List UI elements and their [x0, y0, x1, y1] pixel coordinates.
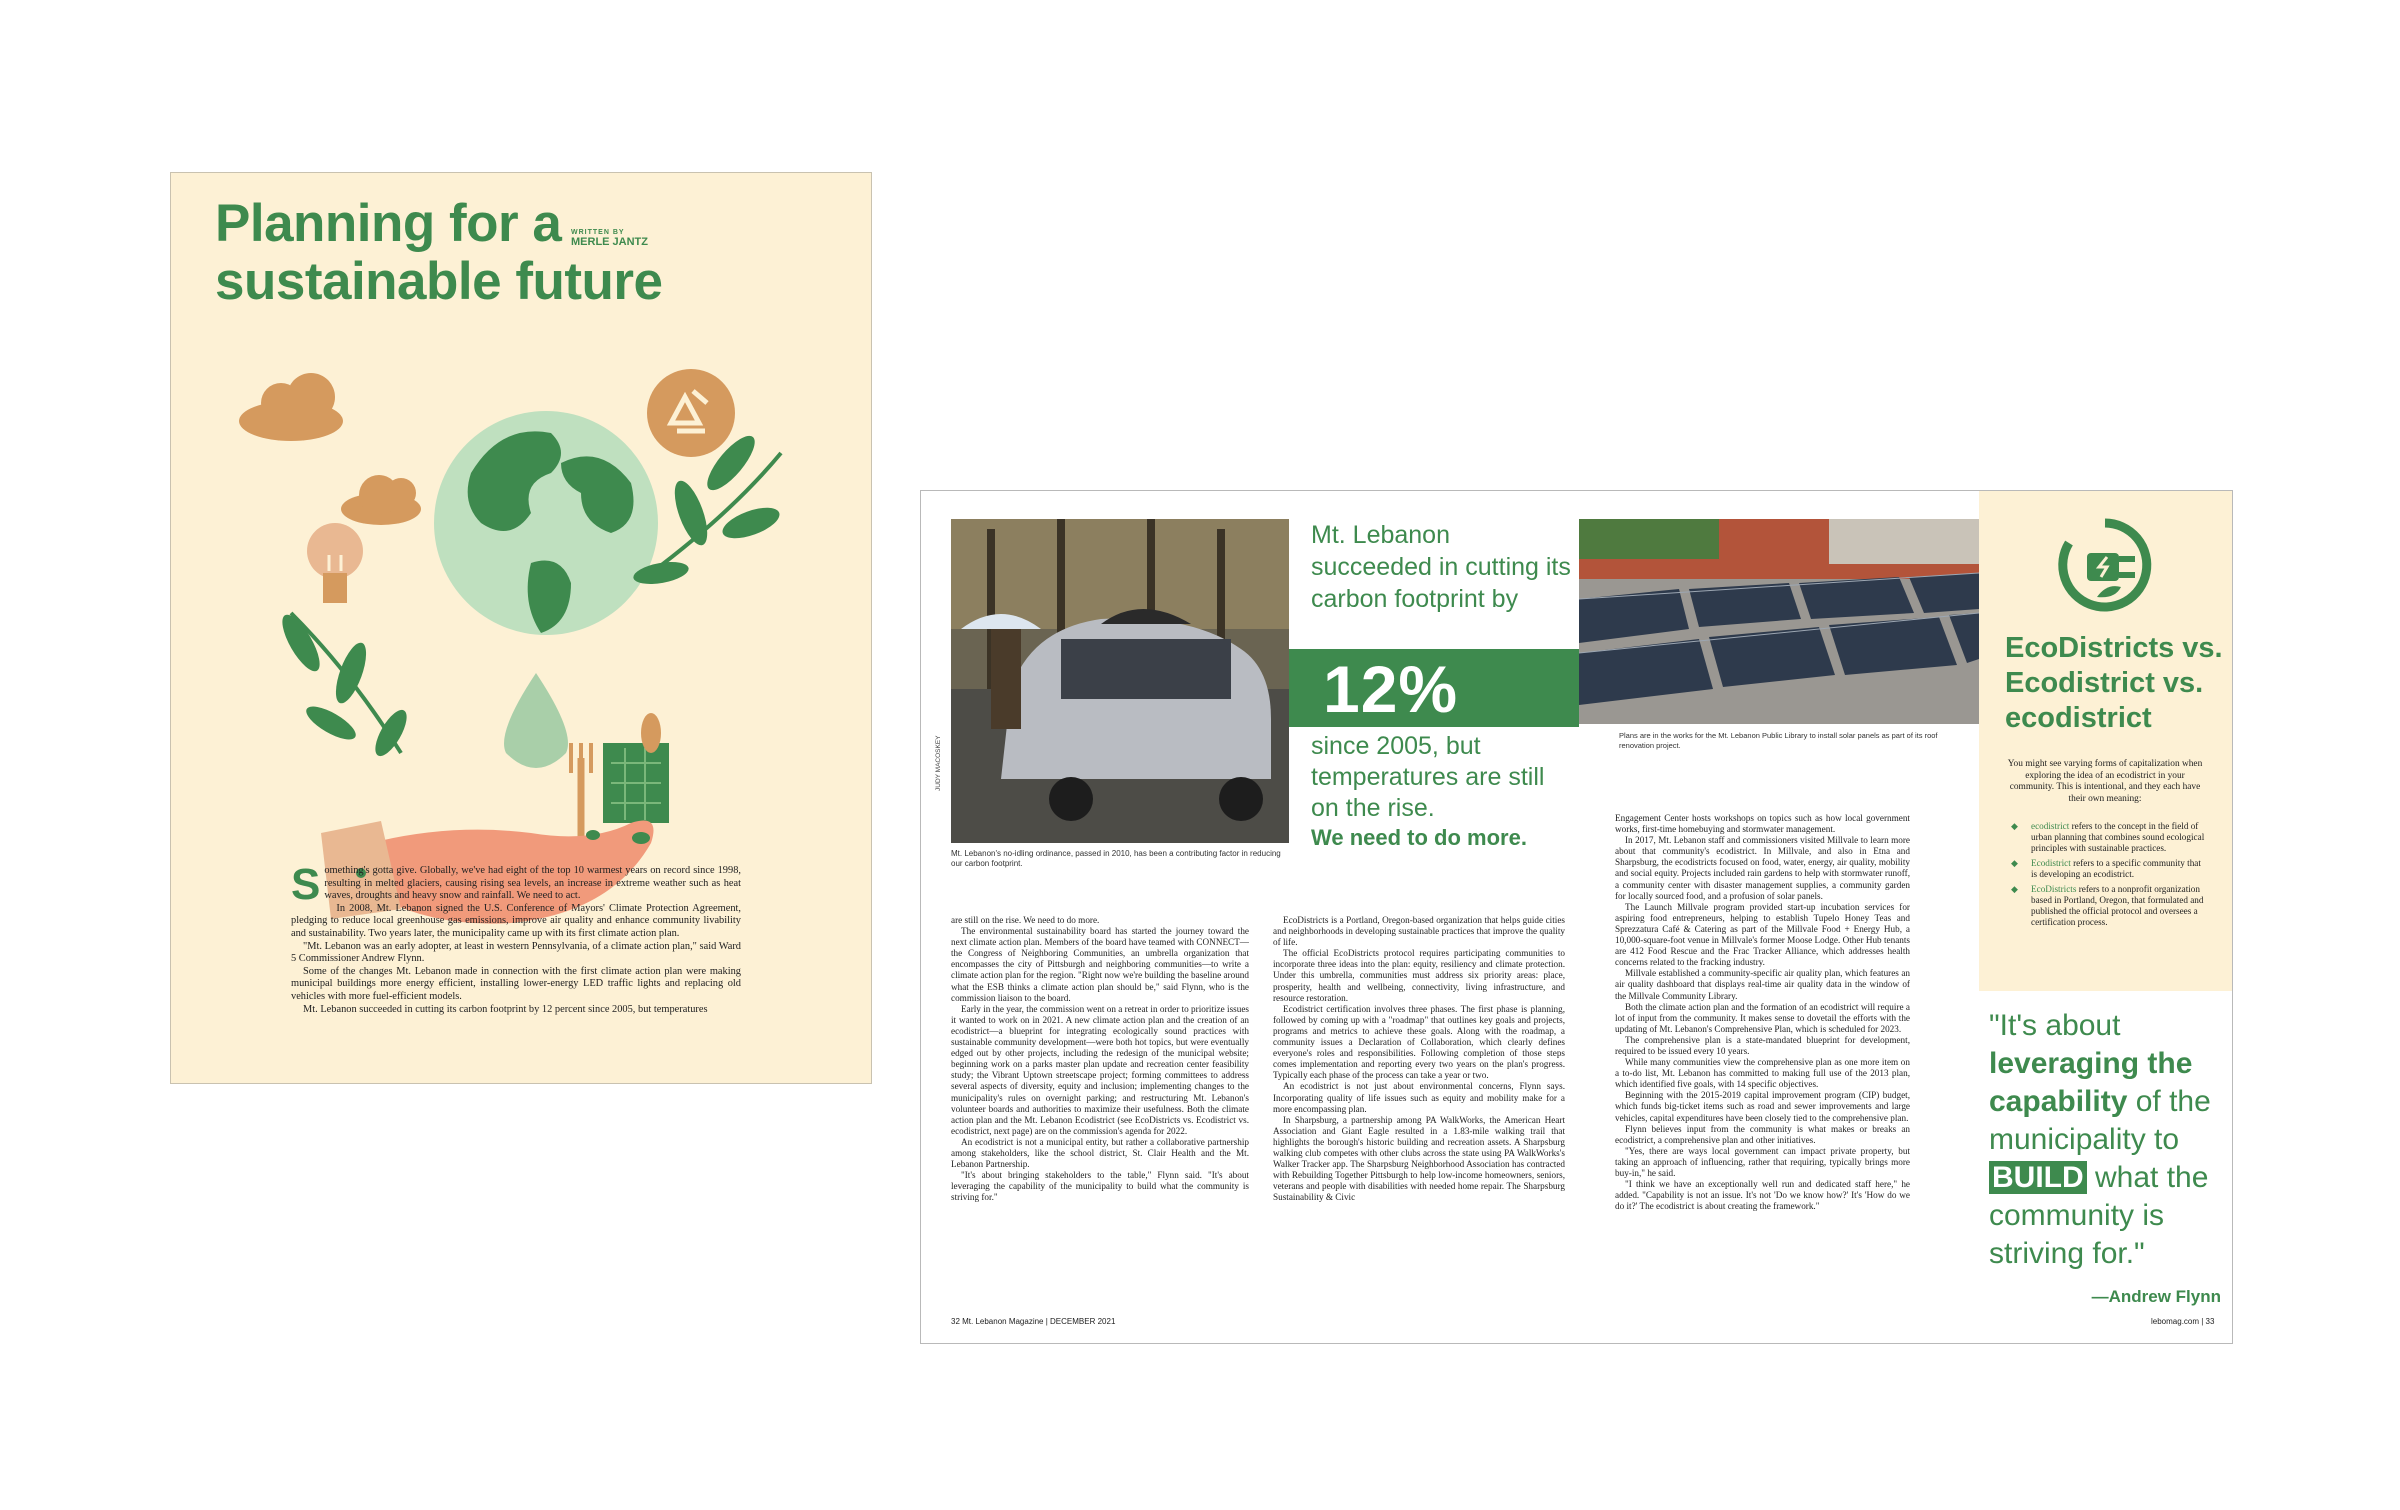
paragraph: are still on the rise. We need to do more. [951, 915, 1100, 925]
recycle-icon [647, 369, 735, 457]
paragraph: Both the climate action plan and the formation of an ecodistrict will require a lot of input from the community. It makes sense to dovetail the efforts with the updating of Mt. Lebanon's Comprehensive Plan, which is scheduled for 2023. [1615, 1001, 1910, 1034]
paragraph: The environmental sustainability board has started the journey toward the next climate action plan. Members of the board have teamed with CONNECT—the Congress of Neighboring Communities, an umbrella organization that encompasses the city of Pittsburgh and neighboring communities—to write a climate action plan for the region. "Right now we're building the baseline around what the ESB thinks a climate action plan should be," said Flynn, who is the commission liaison to the board. [951, 926, 1249, 1003]
list-item: ◆ EcoDistricts refers to a nonprofit organization based in Portland, Oregon, that formulated and published the official protocol and oversees a certification process. [2011, 884, 2204, 927]
photo-caption: Plans are in the works for the Mt. Lebanon Public Library to install solar panels as part of its roof renovation project. [1619, 731, 1938, 750]
paragraph: Millvale established a community-specific air quality plan, which features an air quality dashboard that displays real-time air quality data in the window of the Millvale Community Library. [1615, 968, 1910, 1001]
page-title: Planning for a sustainable future [215, 194, 663, 311]
byline-name: MERLE JANTZ [571, 236, 648, 248]
paragraph: EcoDistricts is a Portland, Oregon-based organization that helps guide cities and neighborhoods in developing sustainable practices that improve the quality of life. [1273, 915, 1565, 948]
sidebar-box [1979, 491, 2233, 991]
paragraph: "It's about bringing stakeholders to the table," Flynn said. "It's about leveraging the capability of the municipality to build what the community is striving for." [951, 1170, 1249, 1203]
diamond-bullet-icon: ◆ [2011, 858, 2018, 868]
stat-emphasis: We need to do more. [1311, 825, 1527, 850]
stat-band [1289, 649, 1579, 727]
diamond-bullet-icon: ◆ [2011, 884, 2018, 894]
cloud-icon [341, 475, 421, 525]
paragraph: While many communities view the comprehensive plan as one more item on a to-do list, Mt. Lebanon has committed to making full use of the 2013 plan, which identified five goals, with 14 specific objectives. [1615, 1057, 1910, 1090]
no-idling-photo [951, 519, 1289, 843]
list-item: ◆ ecodistrict refers to the concept in the field of urban planning that combines sound ecological principles with sustainable practices. [2011, 821, 2205, 853]
photo-caption: Mt. Lebanon's no-idling ordinance, passed in 2010, has been a contributing factor in reducing our carbon footprint. [951, 849, 1281, 868]
paragraph: Flynn believes input from the community is what makes or breaks an ecodistrict, a comprehensive plan and other initiatives. [1615, 1123, 1910, 1145]
photo-credit: JUDY MACOSKEY [935, 735, 942, 791]
paragraph: "I think we have an exceptionally well run and dedicated staff here," he added. "Capability is not an issue. It's not 'Do we know how?' It's 'How do we do it?' The ecodistrict is about creating the framework." [1615, 1179, 1910, 1212]
right-spread [920, 490, 2233, 1344]
globe-icon [434, 411, 658, 635]
stat-callout [1289, 519, 1579, 849]
paragraph: "Mt. Lebanon was an early adopter, at least in western Pennsylvania, of a climate action plan," said Ward 5 Commissioner Andrew Flynn. [291, 940, 741, 965]
paragraph: Some of the changes Mt. Lebanon made in connection with the first climate action plan were making municipal buildings more energy efficient, installing lower-energy LED traffic lights and replacing old vehicles with more fuel-efficient models. [291, 965, 741, 1002]
stat-lead: Mt. Lebanon succeeded in cutting its carbon footprint by [1311, 521, 1571, 613]
folio-left: 32 Mt. Lebanon Magazine | DECEMBER 2021 [951, 1317, 1116, 1326]
eco-plug-icon [2057, 517, 2153, 613]
article-column-1 [951, 915, 1249, 1203]
stat-number: 12% [1323, 652, 1459, 726]
byline-label: WRITTEN BY [571, 229, 625, 236]
light-bulb-icon [307, 523, 363, 603]
sidebar-list [2009, 821, 2209, 932]
water-drop-icon [504, 673, 568, 768]
leaf-branch-icon [275, 610, 412, 761]
paragraph: Mt. Lebanon succeeded in cutting its carbon footprint by 12 percent since 2005, but temperatures [303, 1003, 708, 1015]
quote-highlight: BUILD [1989, 1161, 2087, 1194]
paragraph: In Sharpsburg, a partnership among PA WalkWorks, the American Heart Association and Giant Eagle resulted in a 1.83-mile walking trail that highlights the borough's historic building and recreation assets. A Sharpsburg walking club competes with other clubs across the state using PA WalkWorks's Walker Tracker app. The Sharpsburg Neighborhood Association has contracted with Rebuilding Together Pittsburgh to help low-income homeowners, seniors, veterans and people with disabilities with needed home repair. The Sharpsburg Sustainability & Civic [1273, 1114, 1565, 1203]
sidebar-intro: You might see varying forms of capitalization when exploring the idea of an ecodistrict in your community. This is intentional, and they each have their own meaning: [2007, 759, 2203, 804]
sidebar-title: EcoDistricts vs. Ecodistrict vs. ecodistrict [2005, 632, 2223, 734]
paragraph: The Launch Millvale program provided start-up incubation services for aspiring food entrepreneurs, helping to establish Tupelo Honey Teas and Sprezzatura Café & Catering as part of the Millvale Food + Energy Hub, a 10,000-square-foot venue in Millvale's former Moose Lodge. Other Hub tenants are 412 Food Rescue and the Frac Tracker Alliance, which addresses health concerns related to the fracking industry. [1615, 901, 1910, 968]
article-intro [291, 860, 741, 1016]
byline [571, 229, 648, 248]
paragraph: An ecodistrict is not a municipal entity, but rather a collaborative partnership among stakeholders, like the school district, St. Clair Health and the Mt. Lebanon Partnership. [951, 1136, 1249, 1170]
paragraph: The comprehensive plan is a state-mandated blueprint for development, required to be issued every 10 years. [1615, 1034, 1910, 1056]
solar-panels-photo [1579, 519, 1979, 724]
diamond-bullet-icon: ◆ [2011, 821, 2018, 831]
paragraph: An ecodistrict is not just about environmental concerns, Flynn says. Incorporating quality of life issues such as equity and mobility make for a more encompassing plan. [1273, 1081, 1565, 1114]
list-item: ◆ Ecodistrict refers to a specific community that is developing an ecodistrict. [2011, 858, 2201, 879]
paragraph: In 2017, Mt. Lebanon staff and commissioners visited Millvale to learn more about that community's ecodistrict. In Millvale, and also in Etna and Sharpsburg, the ecodistricts focused on food, water, energy, air quality, mobility and social equity. Projects included rain gardens to help with stormwater runoff, a community center with disaster management supplies, a community garden for locally sourced food, and a profusion of solar panels. [1615, 835, 1910, 901]
drop-cap: S [291, 860, 321, 909]
paragraph: Engagement Center hosts workshops on topics such as how local government works, first-time homebuying and stormwater management. [1615, 813, 1910, 835]
paragraph: Beginning with the 2015-2019 capital improvement program (CIP) budget, which funds big-ticket items such as road and sewer improvements and large vehicles, capital expenditures have been closely tied to the comprehensive plan. [1615, 1090, 1910, 1123]
paragraph: "Yes, there are ways local government can impact private property, but taking an approach of influencing, rather that requiring, typically brings more buy-in," he said. [1615, 1145, 1910, 1178]
fork-icon [571, 743, 591, 838]
paragraph: In 2008, Mt. Lebanon signed the U.S. Conference of Mayors' Climate Protection Agreement, pledging to reduce local greenhouse gas emissions, improve air quality and enhance community livability and sustainability. Two years later, the municipality came up with its first climate action plan. [291, 902, 741, 939]
left-page [170, 172, 872, 1084]
paragraph: Ecodistrict certification involves three phases. The first phase is planning, followed by coming up with a "roadmap" that outlines key goals and projects, programs and metrics to achieve these goals. Along with the roadmap, a community issues a Declaration of Collaboration, which clearly defines everyone's roles and responsibilities. Following completion of those steps comes implementation and reporting every two years on the plan's progress. Typically each phase of the process can take a year or two. [1273, 1003, 1565, 1081]
paragraph: Early in the year, the commission went on a retreat in order to prioritize issues it wanted to work on in 2021. A new climate action plan and the creation of an ecodistrict—a blueprint for integrating ecologically sound practices with sustainable community development—were both hot topics, but were eventually edged out by other projects, including the redesign of the municipal website; beginning work on a parks master plan update and recreation center feasibility study; the Vibrant Uptown streetscape project; forming committees to address several aspects of diversity, equity and inclusion; implementing changes to the municipality's rules on overnight parking; and restructuring Mt. Lebanon's volunteer boards and authorities to maximize their usefulness. Both the climate action plan and the Mt. Lebanon Ecodistrict (see EcoDistricts vs. Ecodistrict vs. ecodistrict, next page) are on the commission's agenda for 2022. [951, 1003, 1249, 1136]
stat-tail: since 2005, but temperatures are still on the rise. [1311, 732, 1545, 822]
folio-right: lebomag.com | 33 [2151, 1317, 2215, 1326]
paragraph: The official EcoDistricts protocol requires participating communities to incorporate three ideas into the plan: equity, resiliency and climate protection. Under this umbrella, communities must address six priority areas: place, prosperity, health and wellbeing, connectivity, living infrastructure, and resource restoration. [1273, 948, 1565, 1003]
grocery-bag-icon [603, 713, 669, 823]
cloud-icon [239, 373, 343, 441]
paragraph: Something's gotta give. Globally, we've had eight of the top 10 warmest years on record since 1998, resulting in melted glaciers, causing rising sea levels, an increase in extreme weather such as heat waves, droughts and heavy snow and rainfall. We need to act. [291, 860, 741, 909]
article-column-3 [1615, 813, 1910, 1212]
pull-quote: "It's about leveraging the capability of the municipality to BUILD what the community is striving for." [1989, 1009, 2211, 1270]
article-column-2 [1273, 915, 1565, 1203]
quote-author: —Andrew Flynn [2091, 1287, 2221, 1306]
